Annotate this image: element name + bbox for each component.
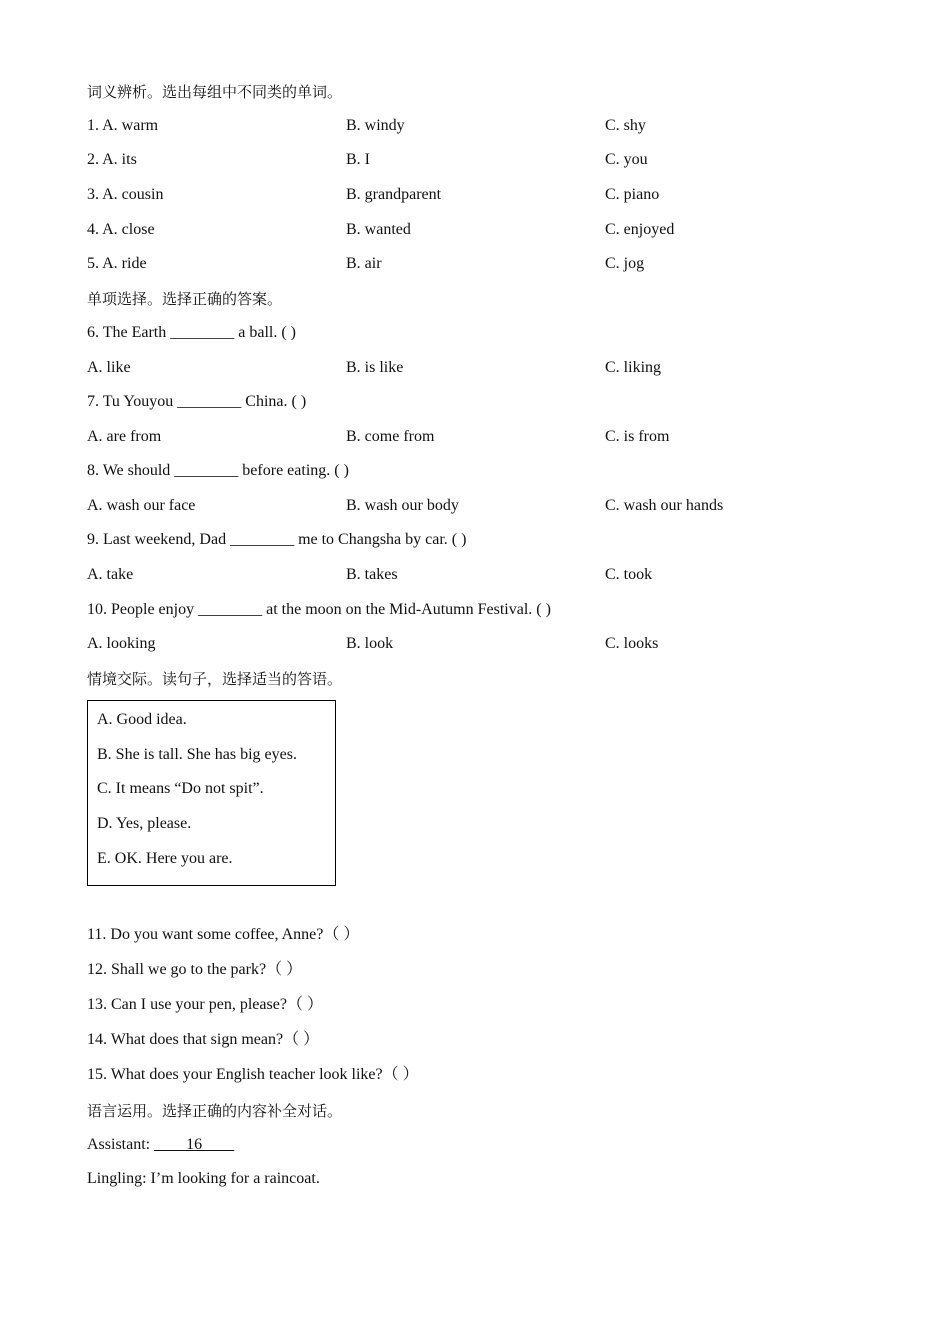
option-a: A. wash our face xyxy=(87,497,196,514)
option-a: 3. A. cousin xyxy=(87,186,164,203)
option-b: B. wanted xyxy=(346,221,411,238)
question-14: 14. What does that sign mean?（ ） xyxy=(87,1031,320,1048)
question-8-stem: 8. We should ________ before eating. ( ) xyxy=(87,462,349,479)
box-option-d: D. Yes, please. xyxy=(97,815,192,832)
option-c: C. wash our hands xyxy=(605,497,724,514)
option-a: A. like xyxy=(87,359,131,376)
section-title-situational-dialogue: 情境交际。读句子，选择适当的答语。 xyxy=(87,670,343,688)
option-c: C. jog xyxy=(605,255,645,272)
section-title-single-choice: 单项选择。选择正确的答案。 xyxy=(87,290,283,308)
option-a: A. looking xyxy=(87,635,156,652)
section-title-word-classification: 词义辨析。选出每组中不同类的单词。 xyxy=(87,83,343,101)
question-6-stem: 6. The Earth ________ a ball. ( ) xyxy=(87,324,296,341)
option-c: C. you xyxy=(605,151,648,168)
question-2 xyxy=(87,150,867,170)
question-5 xyxy=(87,254,867,274)
option-c: C. shy xyxy=(605,117,646,134)
question-1 xyxy=(87,116,867,136)
box-option-b: B. She is tall. She has big eyes. xyxy=(97,746,297,763)
question-3 xyxy=(87,185,867,205)
option-a: A. take xyxy=(87,566,134,583)
option-b: B. air xyxy=(346,255,382,272)
question-11: 11. Do you want some coffee, Anne?（ ） xyxy=(87,926,360,943)
question-7-options xyxy=(87,427,867,447)
option-c: C. looks xyxy=(605,635,659,652)
assistant-label: Assistant: xyxy=(87,1136,155,1153)
option-b: B. come from xyxy=(346,428,435,445)
option-c: C. piano xyxy=(605,186,660,203)
option-b: B. I xyxy=(346,151,370,168)
option-b: B. wash our body xyxy=(346,497,459,514)
answer-options-box xyxy=(87,700,336,886)
option-c: C. is from xyxy=(605,428,670,445)
option-a: 4. A. close xyxy=(87,221,155,238)
option-c: C. took xyxy=(605,566,653,583)
box-option-e: E. OK. Here you are. xyxy=(97,850,233,867)
question-6-options xyxy=(87,358,867,378)
blank-16: ____16____ xyxy=(154,1136,235,1153)
dialogue-assistant-line xyxy=(87,1135,234,1155)
option-b: B. is like xyxy=(346,359,404,376)
question-9-stem: 9. Last weekend, Dad ________ me to Changsha by car. ( ) xyxy=(87,531,467,548)
question-7-stem: 7. Tu Youyou ________ China. ( ) xyxy=(87,393,307,410)
option-c: C. liking xyxy=(605,359,662,376)
dialogue-lingling-line: Lingling: I’m looking for a raincoat. xyxy=(87,1170,320,1187)
option-b: B. grandparent xyxy=(346,186,442,203)
question-12: 12. Shall we go to the park?（ ） xyxy=(87,961,303,978)
box-option-c: C. It means “Do not spit”. xyxy=(97,780,264,797)
section-title-language-use: 语言运用。选择正确的内容补全对话。 xyxy=(87,1102,343,1120)
question-10-options xyxy=(87,634,867,654)
box-option-a: A. Good idea. xyxy=(97,711,187,728)
option-a: 2. A. its xyxy=(87,151,137,168)
question-10-stem: 10. People enjoy ________ at the moon on the Mid-Autumn Festival. ( ) xyxy=(87,601,551,618)
option-a: 5. A. ride xyxy=(87,255,147,272)
question-9-options xyxy=(87,565,867,585)
question-13: 13. Can I use your pen, please?（ ） xyxy=(87,996,323,1013)
option-b: B. windy xyxy=(346,117,405,134)
question-8-options xyxy=(87,496,867,516)
question-4 xyxy=(87,220,867,240)
option-b: B. look xyxy=(346,635,394,652)
option-a: 1. A. warm xyxy=(87,117,159,134)
option-a: A. are from xyxy=(87,428,162,445)
option-b: B. takes xyxy=(346,566,398,583)
option-c: C. enjoyed xyxy=(605,221,675,238)
question-15: 15. What does your English teacher look like?（ ） xyxy=(87,1066,419,1083)
